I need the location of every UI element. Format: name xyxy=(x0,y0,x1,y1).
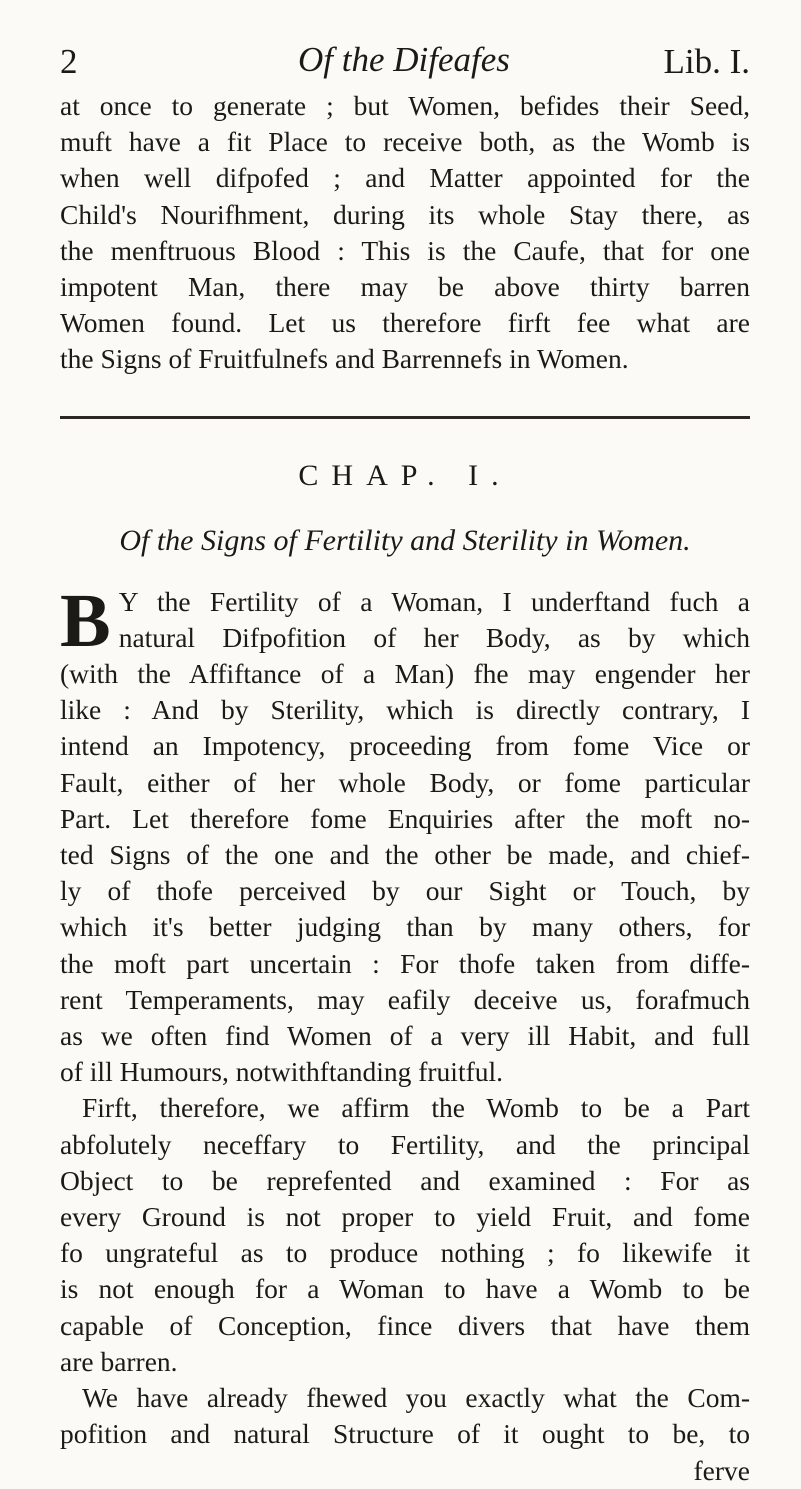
text-line: ted Signs of the one and the other be made, and chief- xyxy=(60,839,750,871)
text-line: Fault, either of her whole Body, or fome particular xyxy=(60,766,750,798)
text-line: the moft part uncertain : For thofe taken from diffe- xyxy=(60,947,750,979)
text-line: abfolutely neceffary to Fertility, and the principal xyxy=(60,1128,750,1160)
text-line: is not enough for a Woman to have a Womb to be xyxy=(60,1273,750,1305)
text-line: Child's Nourifhment, during its whole Stay there, as xyxy=(60,198,750,230)
text-line: as we often find Women of a very ill Habit, and full xyxy=(60,1020,750,1052)
intro-paragraph xyxy=(60,88,750,378)
text-line: when well difpofed ; and Matter appointed for the xyxy=(60,162,750,194)
text-line: Part. Let therefore fome Enquiries after the moft no- xyxy=(60,802,750,834)
text-line: We have already fhewed you exactly what the Com- xyxy=(82,1382,750,1414)
text-line: the Signs of Fruitfulnefs and Barrennefs in Women. xyxy=(60,343,629,375)
text-line: natural Difpofition of her Body, as by which xyxy=(118,621,750,653)
text-line: the menftruous Blood : This is the Caufe, that for one xyxy=(60,234,750,266)
text-line: pofition and natural Structure of it ought to be, to xyxy=(60,1418,750,1450)
page-number: 2 xyxy=(60,42,78,81)
running-head xyxy=(60,38,750,88)
text-line: impotent Man, there may be above thirty barren xyxy=(60,271,750,303)
chapter-body xyxy=(60,578,750,1489)
book-number: Lib. I. xyxy=(663,42,750,81)
text-line: fo ungrateful as to produce nothing ; fo likewife it xyxy=(60,1237,750,1269)
catchword: ferve xyxy=(693,1454,750,1486)
drop-cap: B xyxy=(60,578,111,663)
text-line: Y the Fertility of a Woman, I underftand fuch a xyxy=(118,585,750,617)
text-line: Firft, therefore, we affirm the Womb to be a Part xyxy=(82,1092,750,1124)
chapter-subtitle: Of the Signs of Fertility and Sterility in Women. xyxy=(119,523,691,557)
text-line: of ill Humours, notwithftanding fruitful. xyxy=(60,1056,504,1088)
text-line: Women found. Let us therefore firft fee what are xyxy=(60,307,750,339)
text-line: every Ground is not proper to yield Fruit, and fome xyxy=(60,1201,750,1233)
text-line: like : And by Sterility, which is directly contrary, I xyxy=(60,694,750,726)
text-line: are barren. xyxy=(60,1345,178,1377)
text-line: Object to be reprefented and examined : For as xyxy=(60,1164,750,1196)
chapter-heading: CHAP. I. xyxy=(298,458,512,492)
text-line: (with the Affiftance of a Man) fhe may engender her xyxy=(60,658,750,690)
text-line: at once to generate ; but Women, befides their Seed, xyxy=(60,90,750,121)
text-line: ly of thofe perceived by our Sight or Touch, by xyxy=(60,875,750,907)
text-line: capable of Conception, fince divers that have them xyxy=(60,1309,750,1341)
text-line: intend an Impotency, proceeding from fome Vice or xyxy=(60,730,750,762)
book-page xyxy=(60,38,750,1489)
text-line: muft have a fit Place to receive both, as the Womb is xyxy=(60,126,750,158)
section-divider xyxy=(60,416,750,419)
text-line: which it's better judging than by many others, for xyxy=(60,911,750,943)
running-title: Of the Difeafes xyxy=(298,40,510,79)
text-line: rent Temperaments, may eafily deceive us, forafmuch xyxy=(60,983,750,1015)
